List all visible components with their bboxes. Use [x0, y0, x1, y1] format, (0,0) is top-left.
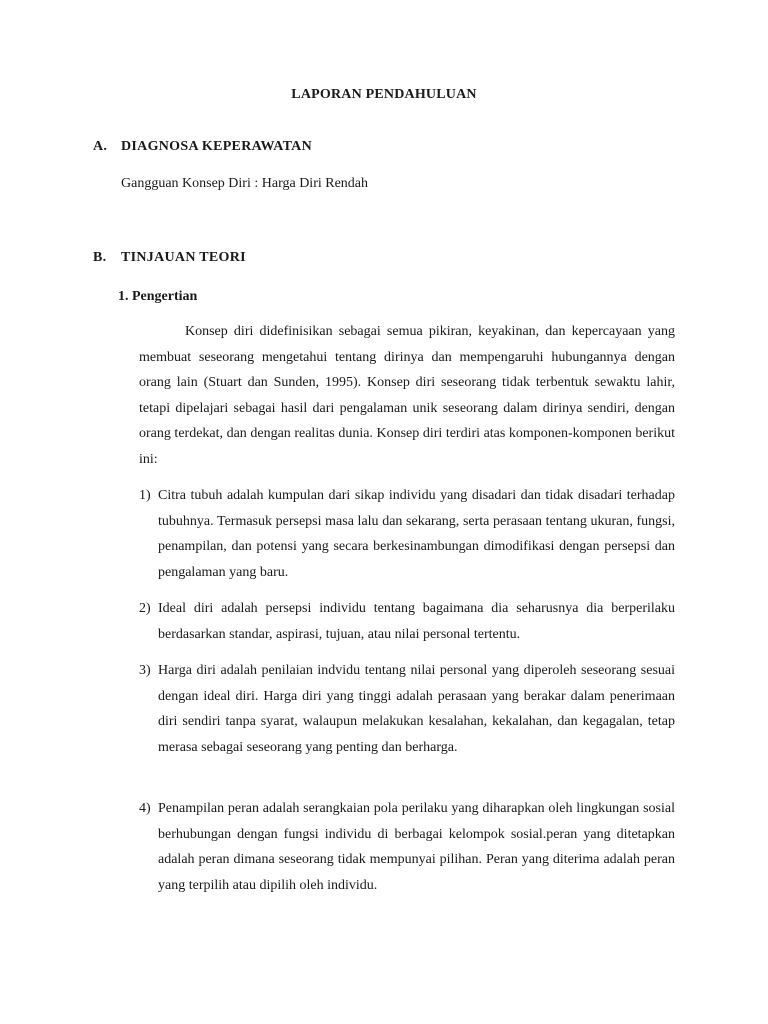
- list-item-number: 1): [139, 488, 151, 503]
- definition-paragraph: [139, 319, 675, 473]
- list-item-text: Harga diri adalah penilaian indvidu tentang nilai personal yang diperoleh seseorang sesuai dengan ideal diri. Harga diri yang tinggi adalah perasaan yang berakar dalam penerimaan diri sendiri tanpa syarat, walaupun melakukan kesalahan, kekalahan, dan kegagalan, tetap merasa sebagai seseorang yang penting dan berharga.: [158, 663, 675, 755]
- list-item-text: Penampilan peran adalah serangkaian pola perilaku yang diharapkan oleh lingkungan sosial berhubungan dengan fungsi individu di berbagai kelompok sosial.peran yang ditetapkan adalah peran dimana seseorang tidak mempunyai pilihan. Peran yang diterima adalah peran yang terpilih atau dipilih oleh individu.: [158, 801, 675, 893]
- section-a-content: Gangguan Konsep Diri : Harga Diri Rendah: [121, 176, 369, 191]
- list-item-number: 4): [139, 801, 151, 816]
- list-item-number: 2): [139, 601, 151, 616]
- list-item-number: 3): [139, 663, 151, 678]
- section-b-title: TINJAUAN TEORI: [121, 250, 246, 265]
- section-b-letter: B.: [93, 250, 107, 265]
- section-a-title: DIAGNOSA KEPERAWATAN: [121, 139, 313, 154]
- section-b-heading: [93, 250, 393, 270]
- section-a-letter: A.: [93, 139, 108, 154]
- section-a-heading: [93, 139, 393, 159]
- list-item-text: Citra tubuh adalah kumpulan dari sikap individu yang disadari dan tidak disadari terhadap tubuhnya. Termasuk persepsi masa lalu dan sekarang, serta perasaan tentang ukuran, fungsi, penampilan, dan potensi yang secara berkesinambungan dimodifikasi dengan persepsi dan pengalaman yang baru.: [158, 488, 675, 580]
- definition-paragraph-text: Konsep diri didefinisikan sebagai semua pikiran, keyakinan, dan kepercayaan yang membuat seseorang mengetahui tentang dirinya dan mempengaruhi hubungannya dengan orang lain (Stuart dan Sunden, 1995). Konsep diri seseorang tidak terbentuk sewaktu lahir, tetapi dipelajari sebagai hasil dari pengalaman unik seseorang dalam dirinya sendiri, dengan orang terdekat, dan dengan realitas dunia. Konsep diri terdiri atas komponen-komponen berikut ini:: [139, 324, 675, 467]
- subsection-pengertian-heading: 1. Pengertian: [118, 289, 198, 304]
- document-title: LAPORAN PENDAHULUAN: [291, 87, 477, 102]
- list-item-text: Ideal diri adalah persepsi individu tentang bagaimana dia seharusnya dia berperilaku berdasarkan standar, aspirasi, tujuan, atau nilai personal tertentu.: [158, 601, 675, 642]
